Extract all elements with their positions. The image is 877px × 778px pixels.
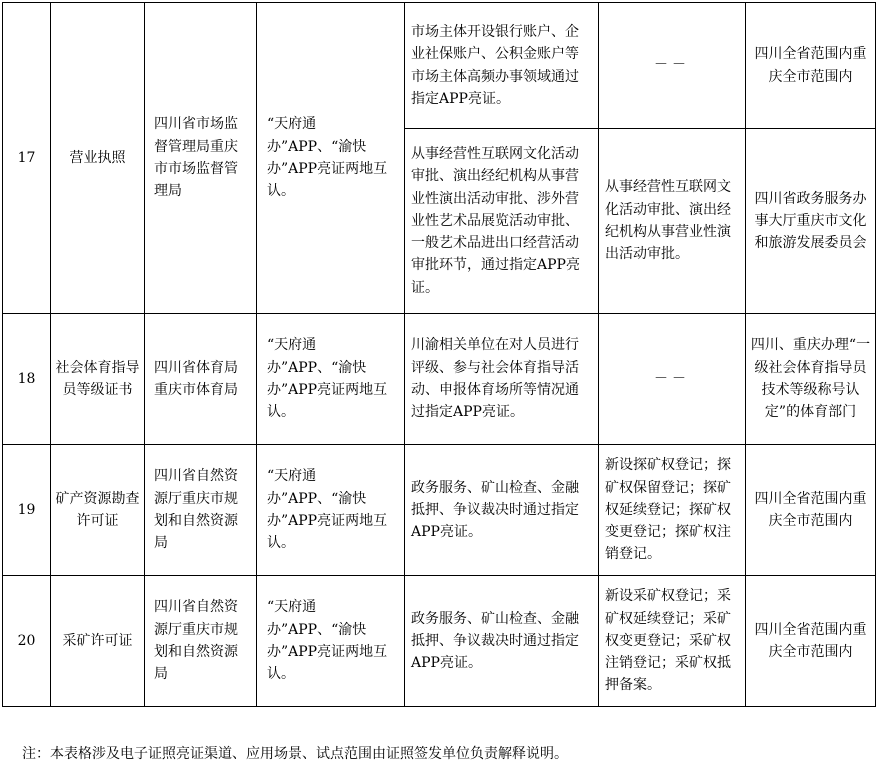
display-channel: “天府通办”APP、“渝快办”APP亮证两地互认。 <box>257 3 405 314</box>
display-channel: “天府通办”APP、“渝快办”APP亮证两地互认。 <box>257 314 405 445</box>
certificate-name: 矿产资源勘查许可证 <box>51 445 145 576</box>
pilot-range: 四川、重庆办理“一级社会体育指导员技术等级称号认定”的体育部门 <box>746 314 876 445</box>
row-number: 19 <box>3 445 51 576</box>
row-number: 20 <box>3 576 51 707</box>
application-scene: 市场主体开设银行账户、企业社保账户、公积金账户等市场主体高频办事领域通过指定APP亮证。 <box>405 3 599 129</box>
issuing-department: 四川省市场监督管理局重庆市市场监督管理局 <box>145 3 257 314</box>
footnote: 注：本表格涉及电子证照亮证渠道、应用场景、试点范围由证照签发单位负责解释说明。 <box>22 746 568 762</box>
issuing-department: 四川省自然资源厅重庆市规划和自然资源局 <box>145 445 257 576</box>
display-channel: “天府通办”APP、“渝快办”APP亮证两地互认。 <box>257 576 405 707</box>
table-row <box>3 445 876 576</box>
table-row <box>3 314 876 445</box>
application-scene: 川渝相关单位在对人员进行评级、参与社会体育指导活动、申报体育场所等情况通过指定APP亮证。 <box>405 314 599 445</box>
pilot-range: 四川全省范围内重庆全市范围内 <box>746 576 876 707</box>
application-scene: 政务服务、矿山检查、金融抵押、争议裁决时通过指定APP亮证。 <box>405 576 599 707</box>
issuing-department: 四川省自然资源厅重庆市规划和自然资源局 <box>145 576 257 707</box>
certificate-table <box>2 2 876 707</box>
display-channel: “天府通办”APP、“渝快办”APP亮证两地互认。 <box>257 445 405 576</box>
applicable-item: －－ <box>599 314 746 445</box>
applicable-item: －－ <box>599 3 746 129</box>
applicable-item: 新设采矿权登记；采矿权延续登记；采矿权变更登记；采矿权注销登记；采矿权抵押备案。 <box>599 576 746 707</box>
application-scene: 从事经营性互联网文化活动审批、演出经纪机构从事营业性演出活动审批、涉外营业性艺术品展览活动审批、一般艺术品进出口经营活动审批环节，通过指定APP亮证。 <box>405 129 599 314</box>
certificate-name: 营业执照 <box>51 3 145 314</box>
applicable-item: 新设探矿权登记；探矿权保留登记；探矿权延续登记；探矿权变更登记；探矿权注销登记。 <box>599 445 746 576</box>
application-scene: 政务服务、矿山检查、金融抵押、争议裁决时通过指定APP亮证。 <box>405 445 599 576</box>
certificate-name: 社会体育指导员等级证书 <box>51 314 145 445</box>
row-number: 18 <box>3 314 51 445</box>
pilot-range: 四川省政务服务办事大厅重庆市文化和旅游发展委员会 <box>746 129 876 314</box>
table-row <box>3 3 876 129</box>
pilot-range: 四川全省范围内重庆全市范围内 <box>746 445 876 576</box>
issuing-department: 四川省体育局重庆市体育局 <box>145 314 257 445</box>
applicable-item: 从事经营性互联网文化活动审批、演出经纪机构从事营业性演出活动审批。 <box>599 129 746 314</box>
pilot-range: 四川全省范围内重庆全市范围内 <box>746 3 876 129</box>
row-number: 17 <box>3 3 51 314</box>
table-row <box>3 576 876 707</box>
certificate-name: 采矿许可证 <box>51 576 145 707</box>
